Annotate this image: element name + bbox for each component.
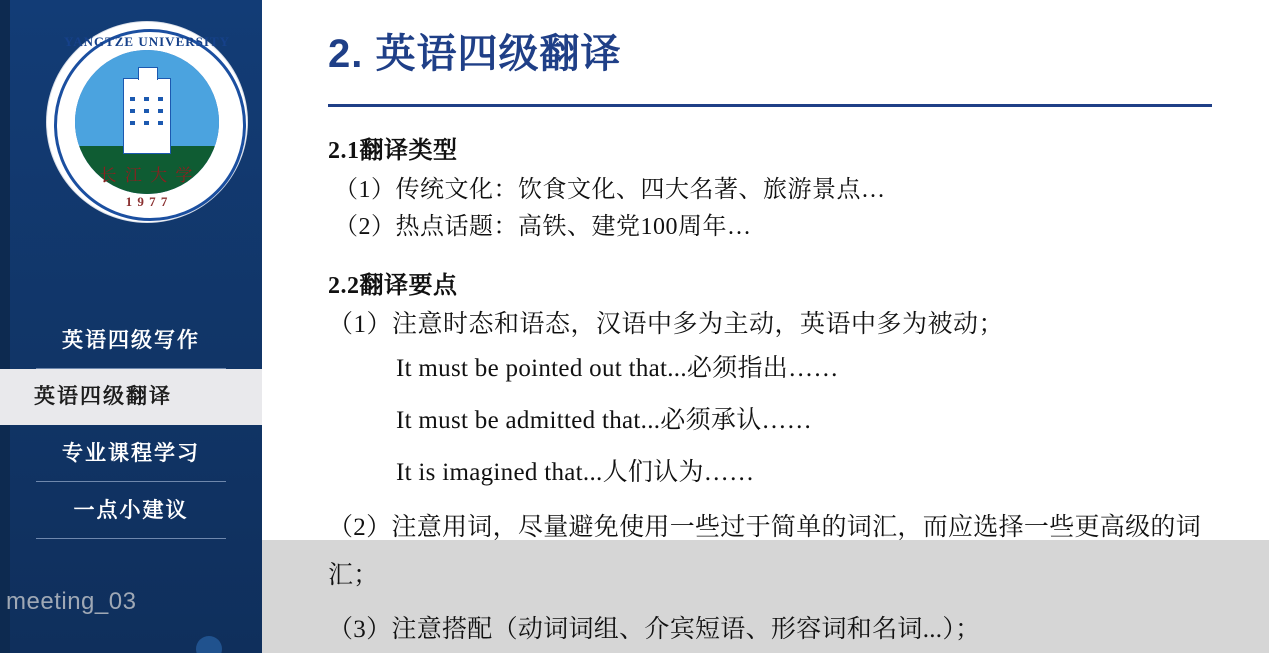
content-body <box>262 130 1269 653</box>
sidebar-item-label: 英语四级翻译 <box>34 385 172 408</box>
page-title: 2. 英语四级翻译 <box>328 32 622 76</box>
logo-window <box>144 121 149 125</box>
sidebar-item-major-courses[interactable] <box>0 425 262 482</box>
divider <box>36 538 226 539</box>
logo-window <box>130 97 135 101</box>
example-sentence-2: It must be admitted that...必须承认…… <box>396 407 813 434</box>
logo-text-top: YANGTZE UNIVERSITY <box>64 34 230 49</box>
participant-avatar <box>196 636 222 653</box>
logo-window <box>158 97 163 101</box>
keypoint-1: （1）注意时态和语态，汉语中多为主动，英语中多为被动； <box>328 311 1005 338</box>
sidebar <box>0 0 262 653</box>
logo-window <box>158 121 163 125</box>
keypoint-3: （3）注意搭配（动词词组、介宾短语、形容词和名词...）； <box>328 616 981 643</box>
sidebar-item-label: 英语四级写作 <box>62 329 200 352</box>
type-item-1: （1）传统文化：饮食文化、四大名著、旅游景点… <box>334 177 886 203</box>
sidebar-item-writing[interactable] <box>0 312 262 369</box>
type-item-2: （2）热点话题：高铁、建党100周年… <box>334 214 752 240</box>
spacer <box>262 243 1269 265</box>
example-sentence-3: It is imagined that...人们认为…… <box>396 459 755 486</box>
title-divider <box>328 104 1212 107</box>
logo-window <box>130 109 135 113</box>
sidebar-item-label: 一点小建议 <box>73 499 189 522</box>
sidebar-item-label: 专业课程学习 <box>62 442 200 465</box>
slide-content <box>262 0 1269 653</box>
meeting-id-label: meeting_03 <box>6 588 137 615</box>
logo-text-year: 1 9 7 7 <box>125 194 169 209</box>
logo-window <box>144 97 149 101</box>
section-heading-types: 2.1翻译类型 <box>328 138 458 164</box>
keypoint-2: （2）注意用词，尽量避免使用一些过于简单的词汇，而应选择一些更高级的词汇； <box>328 514 1202 589</box>
logo-window <box>158 109 163 113</box>
logo-building-icon <box>123 78 171 154</box>
sidebar-nav <box>0 312 262 539</box>
logo-window <box>130 121 135 125</box>
section-heading-keypoints: 2.2翻译要点 <box>328 273 458 299</box>
university-logo <box>47 22 247 222</box>
sidebar-item-translation[interactable] <box>0 369 262 425</box>
logo-text-chinese: 长 江 大 学 <box>99 166 195 185</box>
example-sentence-1: It must be pointed out that...必须指出…… <box>396 355 839 382</box>
logo-window <box>144 109 149 113</box>
sidebar-item-advice[interactable] <box>0 482 262 539</box>
